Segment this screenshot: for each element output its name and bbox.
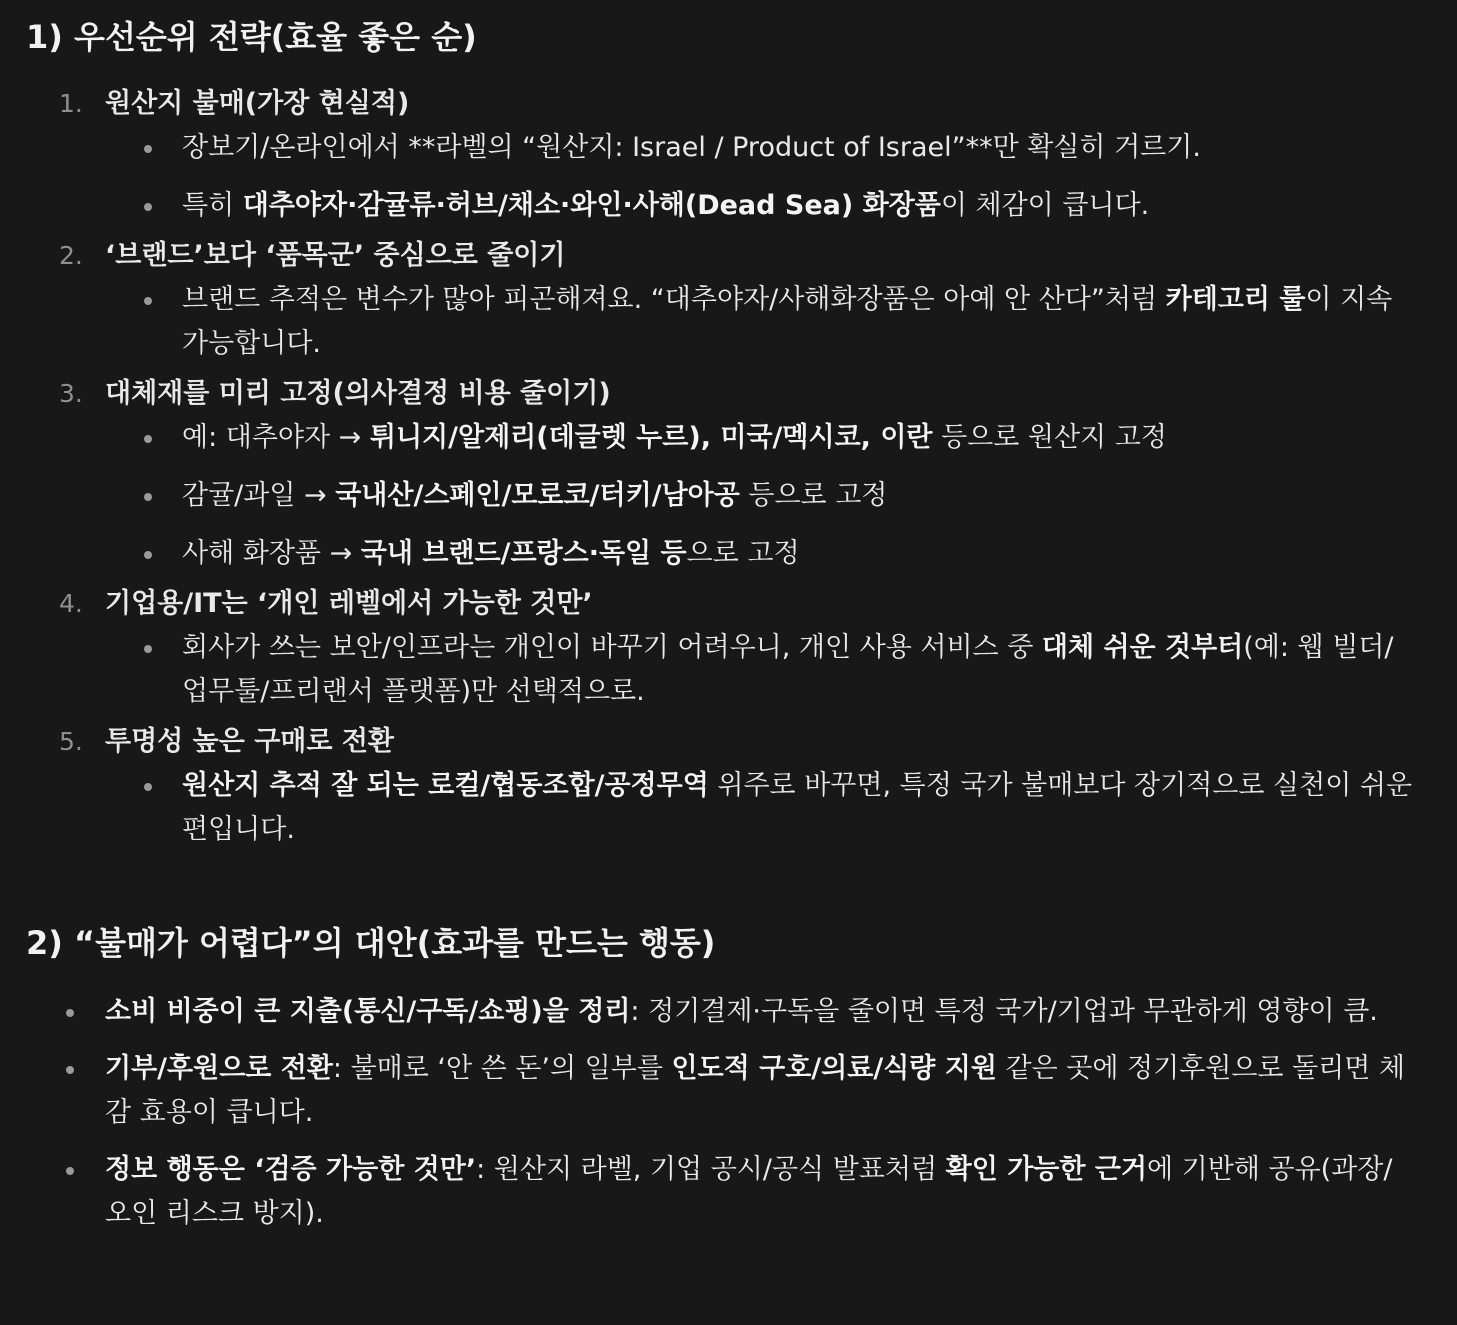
bold-text: 대추야자·감귤류·허브/채소·와인·사해(Dead Sea) 화장품 [242, 190, 941, 221]
bullet-text [182, 184, 1417, 228]
text-run: 회사가 쓰는 보안/인프라는 개인이 바꾸기 어려우니, 개인 사용 서비스 중 [182, 632, 1042, 663]
text-run: 감귤/과일 → [182, 480, 336, 511]
bold-text: 카테고리 룰 [1165, 284, 1306, 315]
sub-bullet-list [105, 626, 1417, 714]
item-title: 원산지 불매(가장 현실적) [105, 88, 410, 119]
section2-list [26, 990, 1417, 1236]
bold-text: 기부/후원으로 전환 [105, 1053, 333, 1084]
item-title: 대체재를 미리 고정(의사결정 비용 줄이기) [105, 378, 611, 409]
item-number: 1. [59, 89, 83, 118]
text-run: 으로 고정 [686, 538, 800, 569]
item-number: 3. [59, 379, 83, 408]
bold-text: 대체 쉬운 것부터 [1041, 632, 1244, 663]
section1-heading: 1) 우선순위 전략(효율 좋은 순) [26, 18, 477, 56]
bullet-dot-icon [144, 203, 152, 211]
numbered-item-3 [26, 372, 1417, 576]
bullet-text [105, 1047, 1417, 1135]
numbered-item-1 [26, 82, 1417, 228]
item-title: 투명성 높은 구매로 전환 [105, 726, 395, 757]
bullet-item [26, 1047, 1417, 1135]
bullet-text [182, 278, 1417, 366]
item-number: 5. [59, 727, 83, 756]
sub-bullet-item [105, 184, 1417, 228]
bullet-dot-icon [144, 493, 152, 501]
bullet-text [182, 416, 1417, 460]
bullet-text [182, 764, 1417, 852]
sub-bullet-item [105, 416, 1417, 460]
bullet-dot-icon [144, 297, 152, 305]
bullet-item [26, 1148, 1417, 1236]
text-run: 등으로 고정 [739, 480, 888, 511]
sub-bullet-item [105, 626, 1417, 714]
bold-text: 국내 브랜드/프랑스·독일 등 [360, 538, 687, 569]
item-number: 4. [59, 589, 83, 618]
bullet-text [105, 1148, 1417, 1236]
sub-bullet-item [105, 474, 1417, 518]
text-run: (예: 웹 빌더/업무툴/프리랜서 플랫폼)만 선택적으로. [182, 632, 1394, 707]
bullet-dot-icon [144, 645, 152, 653]
text-run: : 불매로 ‘안 쓴 돈’의 일부를 [332, 1053, 672, 1084]
section2-heading: 2) “불매가 어렵다”의 대안(효과를 만드는 행동) [26, 924, 716, 962]
bullet-dot-icon [66, 1167, 74, 1175]
item-number: 2. [59, 241, 83, 270]
text-run: 장보기/온라인에서 **라벨의 “원산지: Israel / Product of Israel”**만 확실히 거르기. [182, 132, 1201, 163]
text-run: : 정기결제·구독을 줄이면 특정 국가/기업과 무관하게 영향이 큼. [630, 996, 1378, 1027]
bold-text: 정보 행동은 ‘검증 가능한 것만’ [105, 1154, 477, 1185]
text-run: 특히 [182, 190, 243, 221]
bold-text: 국내산/스페인/모로코/터키/남아공 [335, 480, 740, 511]
sub-bullet-list [105, 764, 1417, 852]
sub-bullet-item [105, 278, 1417, 366]
item-title: ‘브랜드’보다 ‘품목군’ 중심으로 줄이기 [105, 240, 566, 271]
sub-bullet-list [105, 278, 1417, 366]
bullet-item [26, 990, 1417, 1034]
bullet-dot-icon [144, 551, 152, 559]
bullet-dot-icon [66, 1066, 74, 1074]
bullet-dot-icon [144, 783, 152, 791]
sub-bullet-item [105, 764, 1417, 852]
bullet-text [182, 626, 1417, 714]
item-title: 기업용/IT는 ‘개인 레벨에서 가능한 것만’ [105, 588, 593, 619]
sub-bullet-item [105, 126, 1417, 170]
bold-text: 원산지 추적 잘 되는 로컬/협동조합/공정무역 [182, 770, 709, 801]
text-run: 위주로 바꾸면, 특정 국가 불매보다 장기적으로 실천이 쉬운 편입니다. [182, 770, 1413, 845]
text-run: 브랜드 추적은 변수가 많아 피곤해져요. “대추야자/사해화장품은 아예 안 산다”처럼 [182, 284, 1166, 315]
bullet-dot-icon [144, 435, 152, 443]
bullet-text [182, 126, 1417, 170]
section1-list [26, 82, 1417, 852]
bullet-dot-icon [144, 145, 152, 153]
numbered-item-5 [26, 720, 1417, 852]
bullet-text [105, 990, 1417, 1034]
bold-text: 소비 비중이 큰 지출(통신/구독/쇼핑)을 정리 [105, 996, 631, 1027]
numbered-item-2 [26, 234, 1417, 366]
text-run: 사해 화장품 → [182, 538, 361, 569]
text-run: 에 기반해 공유(과장/오인 리스크 방지). [105, 1154, 1393, 1229]
text-run: 등으로 원산지 고정 [932, 422, 1167, 453]
bullet-text [182, 474, 1417, 518]
bold-text: 확인 가능한 근거 [945, 1154, 1147, 1185]
sub-bullet-list [105, 416, 1417, 576]
bullet-text [182, 532, 1417, 576]
text-run: 이 체감이 큽니다. [940, 190, 1150, 221]
sub-bullet-item [105, 532, 1417, 576]
text-run: 예: 대추야자 → [182, 422, 370, 453]
numbered-item-4 [26, 582, 1417, 714]
bold-text: 인도적 구호/의료/식량 지원 [671, 1053, 997, 1084]
sub-bullet-list [105, 126, 1417, 228]
text-run: 이 지속 가능합니다. [182, 284, 1393, 359]
text-run: 같은 곳에 정기후원으로 돌리면 체감 효용이 큽니다. [105, 1053, 1405, 1128]
bullet-dot-icon [66, 1009, 74, 1017]
bold-text: 튀니지/알제리(데글렛 누르), 미국/멕시코, 이란 [369, 422, 933, 453]
text-run: : 원산지 라벨, 기업 공시/공식 발표처럼 [476, 1154, 946, 1185]
